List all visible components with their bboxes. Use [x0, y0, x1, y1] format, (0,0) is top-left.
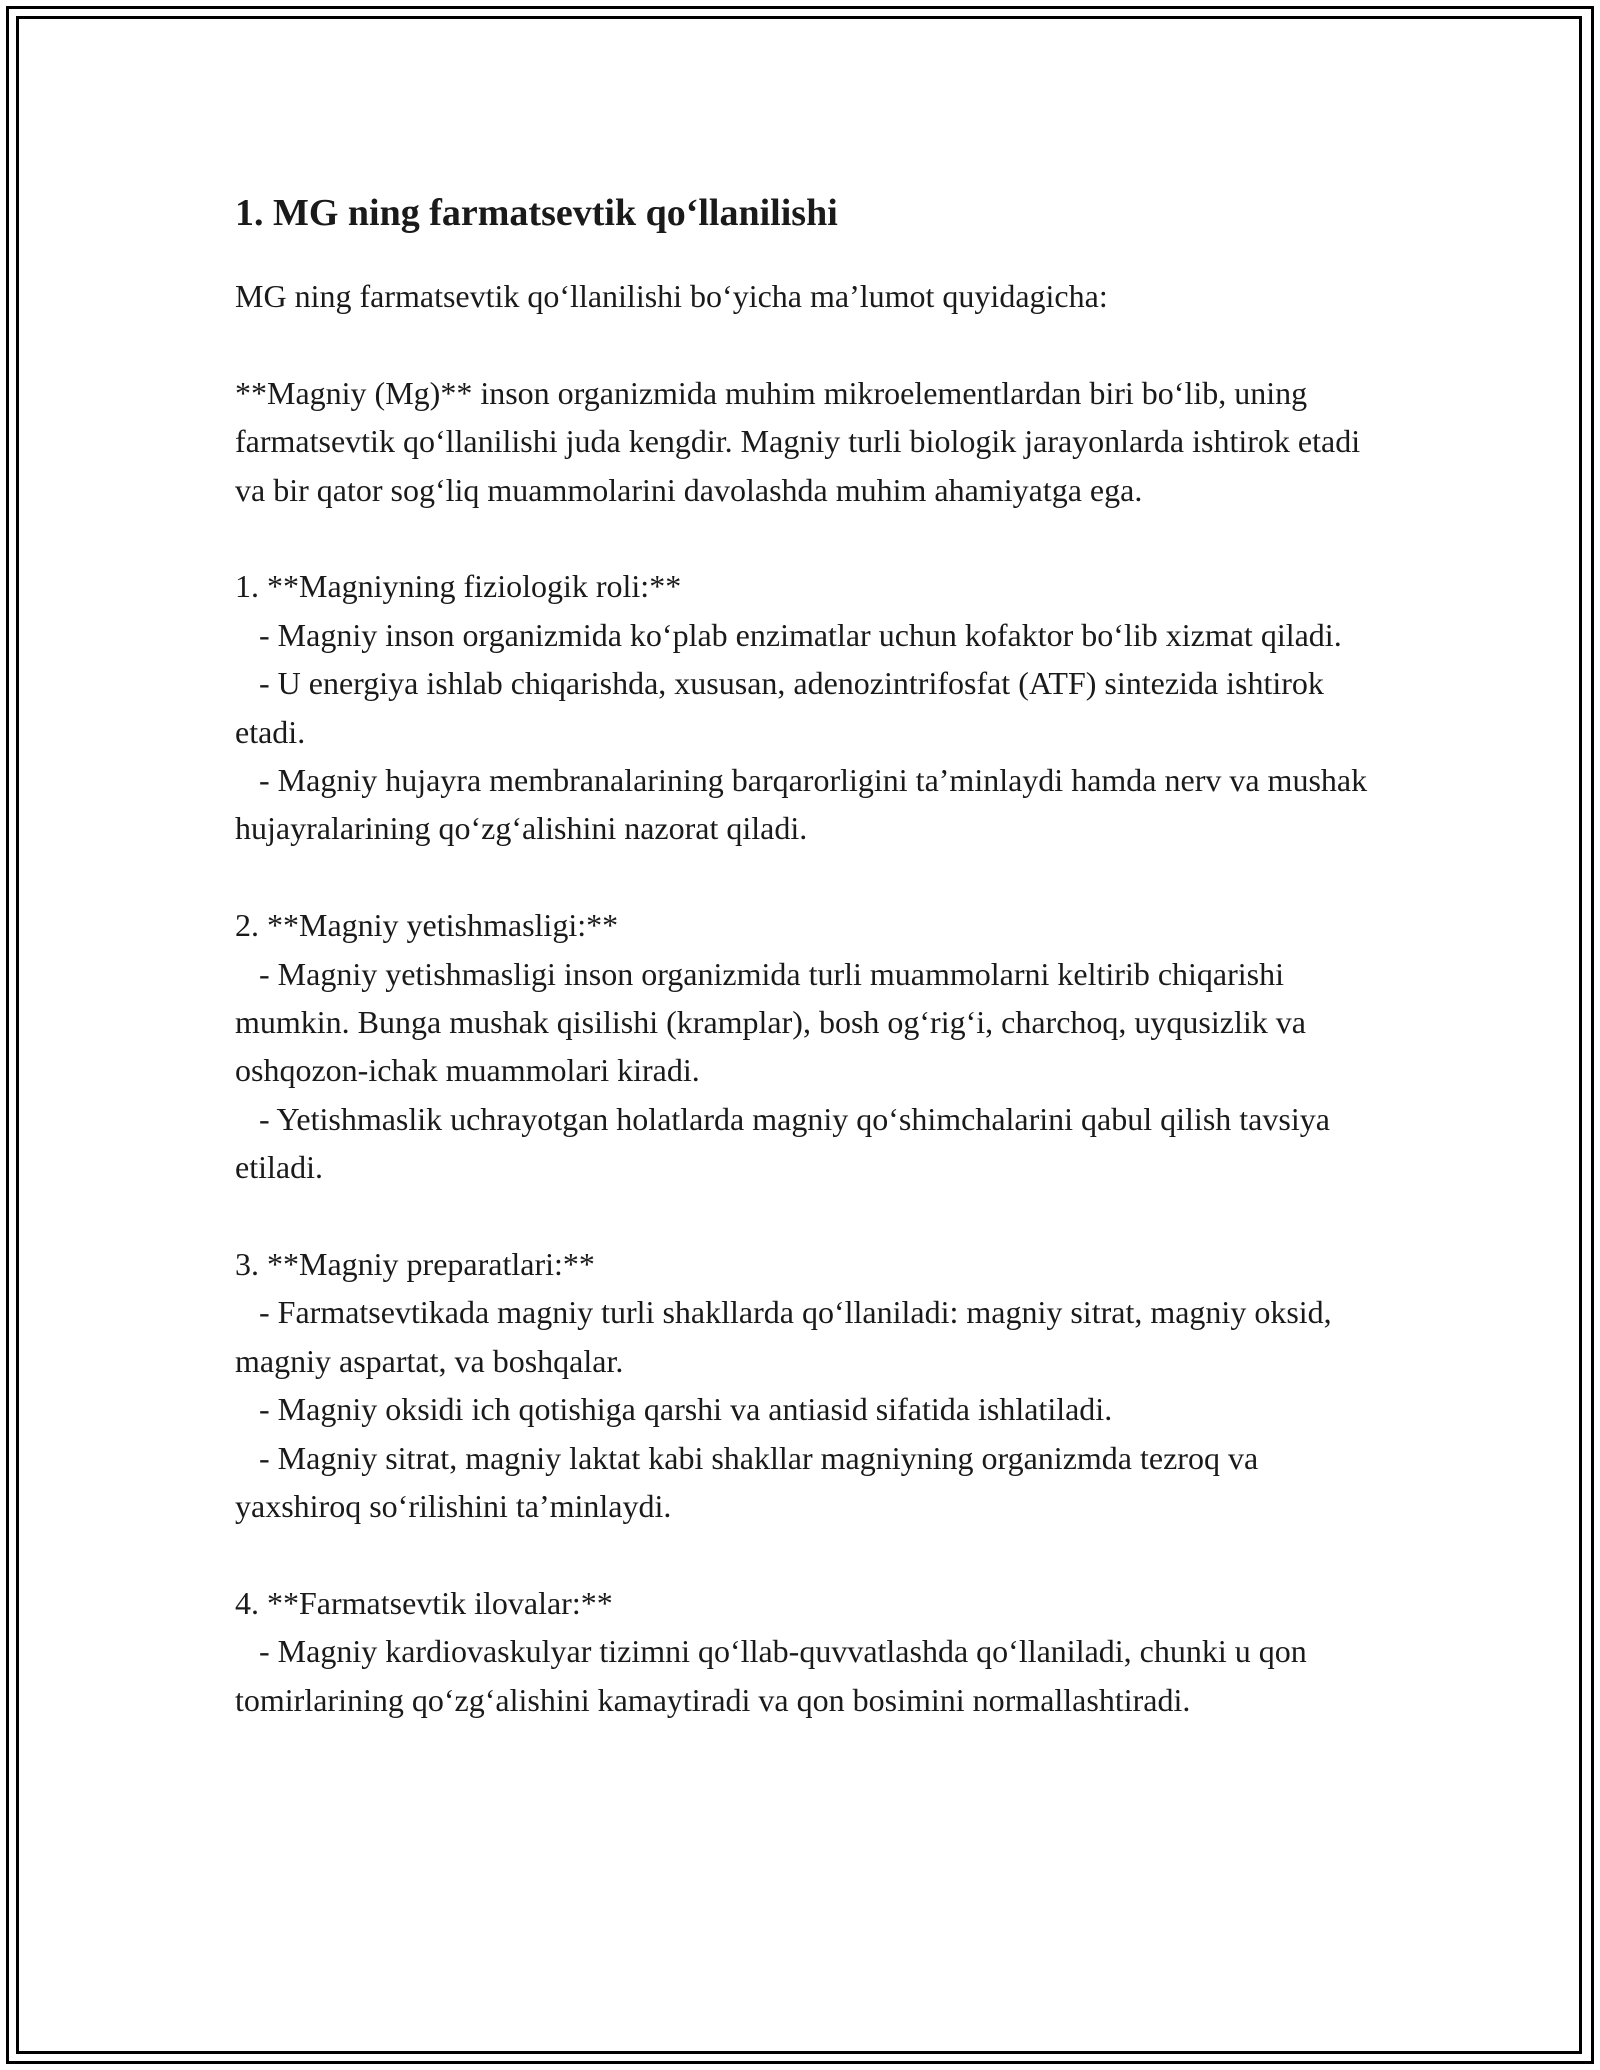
spacer: [235, 1531, 1385, 1579]
list-item: - U energiya ishlab chiqarishda, xususan, adenozintrifosfat (ATF) sintezida ishtirok etadi.: [235, 665, 1332, 750]
section-heading: 2. **Magniy yetishmasligi:**: [235, 907, 619, 944]
section-physiological-role: [235, 562, 1385, 852]
section-heading: 4. **Farmatsevtik ilovalar:**: [235, 1584, 613, 1621]
overview-paragraph: **Magniy (Mg)** inson organizmida muhim mikroelementlardan biri bo‘lib, uning farmatsevtik qo‘llanilishi juda kengdir. Magniy turli biologik jarayonlarda ishtirok etadi va bir qator sog‘liq muammolarini davolashda muhim ahamiyatga ega.: [235, 374, 1369, 508]
spacer: [235, 853, 1385, 901]
spacer: [235, 320, 1385, 368]
spacer: [235, 1192, 1385, 1240]
section-heading: 1. **Magniyning fiziologik roli:**: [235, 568, 682, 605]
document-body: [235, 186, 1385, 1724]
list-item: - Magniy hujayra membranalarining barqarorligini ta’minlaydi hamda nerv va mushak hujayralarining qo‘zg‘alishini nazorat qiladi.: [235, 762, 1376, 847]
list-item: - Magniy inson organizmida ko‘plab enzimatlar uchun kofaktor bo‘lib xizmat qiladi.: [235, 616, 1342, 653]
section-pharmaceutical-applications: [235, 1579, 1385, 1724]
section-preparations: [235, 1240, 1385, 1530]
list-item: - Magniy yetishmasligi inson organizmida turli muammolarni keltirib chiqarishi mumkin. Bunga mushak qisilishi (kramplar), bosh og‘rig‘i, charchoq, uyqusizlik va oshqozon-ichak muammolari kiradi.: [235, 955, 1314, 1089]
list-item: - Farmatsevtikada magniy turli shakllarda qo‘llaniladi: magniy sitrat, magniy oksid, magniy aspartat, va boshqalar.: [235, 1294, 1340, 1379]
section-heading: 3. **Magniy preparatlari:**: [235, 1246, 595, 1283]
spacer: [235, 514, 1385, 562]
list-item: - Magniy sitrat, magniy laktat kabi shakllar magniyning organizmda tezroq va yaxshiroq so‘rilishini ta’minlaydi.: [235, 1439, 1267, 1525]
document-title: 1. MG ning farmatsevtik qo‘llanilishi: [235, 192, 838, 234]
intro-paragraph: MG ning farmatsevtik qo‘llanilishi bo‘yicha ma’lumot quyidagicha:: [235, 278, 1108, 314]
list-item: - Yetishmaslik uchrayotgan holatlarda magniy qo‘shimchalarini qabul qilish tavsiya etiladi.: [235, 1100, 1338, 1186]
section-deficiency: [235, 901, 1385, 1191]
list-item: - Magniy oksidi ich qotishiga qarshi va antiasid sifatida ishlatiladi.: [235, 1391, 1113, 1428]
list-item: - Magniy kardiovaskulyar tizimni qo‘llab-quvvatlashda qo‘llaniladi, chunki u qon tomirlarining qo‘zg‘alishini kamaytiradi va qon bosimini normallashtiradi.: [235, 1633, 1315, 1718]
